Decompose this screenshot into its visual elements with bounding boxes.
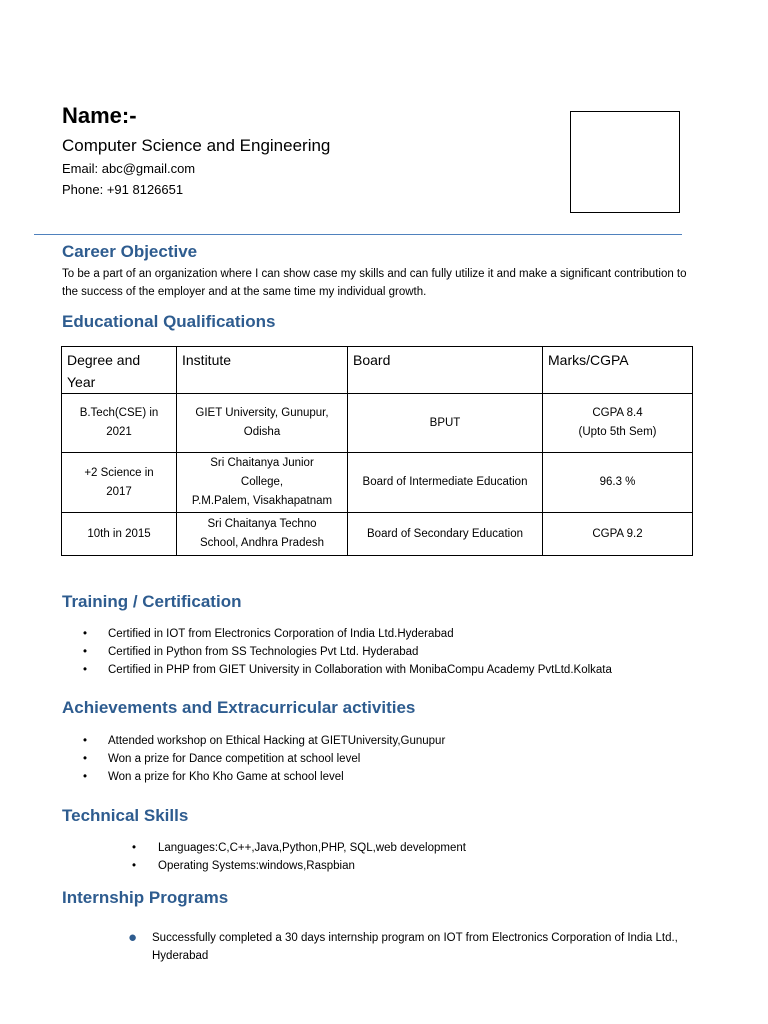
bullet-icon: • bbox=[132, 842, 137, 854]
board-cell: Board of Secondary Education bbox=[348, 513, 543, 556]
career-objective-text: To be a part of an organization where I can show case my skills and can fully utilize it and make a significant contribution to the success of the employer and at the same time my individual growth. bbox=[62, 268, 687, 298]
list-item: ● Successfully completed a 30 days internship program on IOT from Electronics Corporation of India Ltd., Hyderabad bbox=[128, 929, 678, 962]
bullet-icon: • bbox=[132, 860, 137, 872]
institute-cell: Sri Chaitanya Junior College, P.M.Palem, Visakhapatnam bbox=[177, 453, 348, 513]
education-heading: Educational Qualifications bbox=[62, 312, 276, 331]
bullet-icon: • bbox=[83, 771, 88, 783]
column-header: Institute bbox=[177, 347, 348, 394]
degree-cell: B.Tech(CSE) in 2021 bbox=[62, 394, 177, 453]
list-item: • Certified in IOT from Electronics Corporation of India Ltd.Hyderabad bbox=[62, 625, 612, 643]
board-cell: BPUT bbox=[348, 394, 543, 453]
skills-list bbox=[62, 839, 466, 875]
bullet-icon: • bbox=[83, 628, 88, 640]
department: Computer Science and Engineering bbox=[62, 136, 331, 155]
training-list bbox=[62, 625, 612, 679]
bullet-icon: • bbox=[83, 664, 88, 676]
achievements-list bbox=[62, 732, 445, 786]
email: Email: abc@gmail.com bbox=[62, 161, 196, 176]
table-row bbox=[62, 513, 693, 556]
list-item: • Languages:C,C++,Java,Python,PHP, SQL,web development bbox=[62, 839, 466, 857]
institute-cell: GIET University, Gunupur, Odisha bbox=[177, 394, 348, 453]
marks-cell: CGPA 9.2 bbox=[543, 513, 693, 556]
bullet-icon: • bbox=[83, 646, 88, 658]
table-row bbox=[62, 394, 693, 453]
list-item: • Operating Systems:windows,Raspbian bbox=[62, 857, 466, 875]
bullet-icon: • bbox=[83, 753, 88, 765]
column-header: Marks/CGPA bbox=[543, 347, 693, 394]
table-header-row bbox=[62, 347, 693, 394]
list-item: • Won a prize for Kho Kho Game at school level bbox=[62, 768, 445, 786]
marks-cell: CGPA 8.4 (Upto 5th Sem) bbox=[543, 394, 693, 453]
training-heading: Training / Certification bbox=[62, 592, 242, 611]
column-header: Board bbox=[348, 347, 543, 394]
list-item: • Certified in PHP from GIET University in Collaboration with MonibaCompu Academy PvtLtd.Kolkata bbox=[62, 661, 612, 679]
list-item: • Won a prize for Dance competition at school level bbox=[62, 750, 445, 768]
table-row bbox=[62, 453, 693, 513]
internship-list bbox=[62, 929, 710, 965]
degree-cell: 10th in 2015 bbox=[62, 513, 177, 556]
education-table bbox=[61, 346, 693, 556]
photo-placeholder bbox=[570, 111, 680, 213]
board-cell: Board of Intermediate Education bbox=[348, 453, 543, 513]
marks-cell: 96.3 % bbox=[543, 453, 693, 513]
institute-cell: Sri Chaitanya Techno School, Andhra Pradesh bbox=[177, 513, 348, 556]
header-divider bbox=[34, 234, 682, 235]
column-header: Degree and Year bbox=[62, 347, 177, 394]
list-item: • Certified in Python from SS Technologies Pvt Ltd. Hyderabad bbox=[62, 643, 612, 661]
internship-heading: Internship Programs bbox=[62, 888, 229, 907]
skills-heading: Technical Skills bbox=[62, 806, 189, 825]
phone: Phone: +91 8126651 bbox=[62, 182, 184, 197]
bullet-icon: ● bbox=[128, 929, 138, 946]
list-item: • Attended workshop on Ethical Hacking at GIETUniversity,Gunupur bbox=[62, 732, 445, 750]
resume-name-label: Name:- bbox=[62, 103, 137, 128]
career-objective-heading: Career Objective bbox=[62, 242, 198, 261]
achievements-heading: Achievements and Extracurricular activities bbox=[62, 698, 416, 717]
degree-cell: +2 Science in 2017 bbox=[62, 453, 177, 513]
bullet-icon: • bbox=[83, 735, 88, 747]
